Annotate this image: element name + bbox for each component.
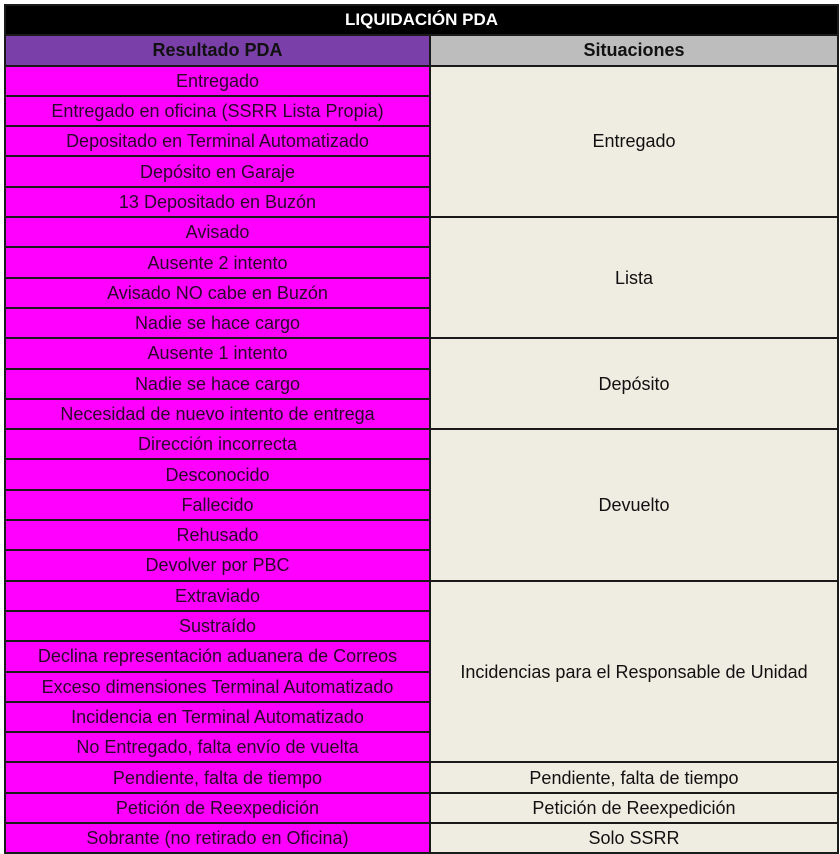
- resultado-cell: Devolver por PBC: [5, 550, 430, 580]
- resultado-cell: Entregado: [5, 66, 430, 96]
- situacion-cell: Devuelto: [430, 429, 838, 580]
- resultado-cell: Incidencia en Terminal Automatizado: [5, 702, 430, 732]
- resultado-cell: Nadie se hace cargo: [5, 369, 430, 399]
- table-row: [5, 66, 838, 96]
- resultado-cell: Petición de Reexpedición: [5, 793, 430, 823]
- header-situaciones: Situaciones: [430, 35, 838, 65]
- table-row: [5, 217, 838, 247]
- resultado-cell: Fallecido: [5, 490, 430, 520]
- title-row: [5, 5, 838, 35]
- resultado-cell: 13 Depositado en Buzón: [5, 187, 430, 217]
- resultado-cell: Avisado: [5, 217, 430, 247]
- table-title: LIQUIDACIÓN PDA: [5, 5, 838, 35]
- table-row: [5, 762, 838, 792]
- situacion-cell: Solo SSRR: [430, 823, 838, 853]
- table-body: [5, 66, 838, 854]
- resultado-cell: Nadie se hace cargo: [5, 308, 430, 338]
- resultado-cell: Pendiente, falta de tiempo: [5, 762, 430, 792]
- header-resultado-pda: Resultado PDA: [5, 35, 430, 65]
- table-row: [5, 823, 838, 853]
- resultado-cell: Rehusado: [5, 520, 430, 550]
- resultado-cell: Extraviado: [5, 581, 430, 611]
- resultado-cell: Ausente 1 intento: [5, 338, 430, 368]
- table-row: [5, 793, 838, 823]
- situacion-cell: Entregado: [430, 66, 838, 217]
- resultado-cell: Desconocido: [5, 459, 430, 489]
- resultado-cell: No Entregado, falta envío de vuelta: [5, 732, 430, 762]
- resultado-cell: Depositado en Terminal Automatizado: [5, 126, 430, 156]
- header-row: [5, 35, 838, 65]
- situacion-cell: Depósito: [430, 338, 838, 429]
- situacion-cell: Incidencias para el Responsable de Unidad: [430, 581, 838, 763]
- situacion-cell: Petición de Reexpedición: [430, 793, 838, 823]
- resultado-cell: Entregado en oficina (SSRR Lista Propia): [5, 96, 430, 126]
- table-row: [5, 581, 838, 611]
- resultado-cell: Sustraído: [5, 611, 430, 641]
- resultado-cell: Exceso dimensiones Terminal Automatizado: [5, 672, 430, 702]
- situacion-cell: Lista: [430, 217, 838, 338]
- resultado-cell: Declina representación aduanera de Correos: [5, 641, 430, 671]
- resultado-cell: Sobrante (no retirado en Oficina): [5, 823, 430, 853]
- liquidacion-table: [4, 4, 839, 854]
- table-row: [5, 429, 838, 459]
- resultado-cell: Avisado NO cabe en Buzón: [5, 278, 430, 308]
- resultado-cell: Ausente 2 intento: [5, 247, 430, 277]
- situacion-cell: Pendiente, falta de tiempo: [430, 762, 838, 792]
- resultado-cell: Necesidad de nuevo intento de entrega: [5, 399, 430, 429]
- resultado-cell: Depósito en Garaje: [5, 156, 430, 186]
- resultado-cell: Dirección incorrecta: [5, 429, 430, 459]
- table-row: [5, 338, 838, 368]
